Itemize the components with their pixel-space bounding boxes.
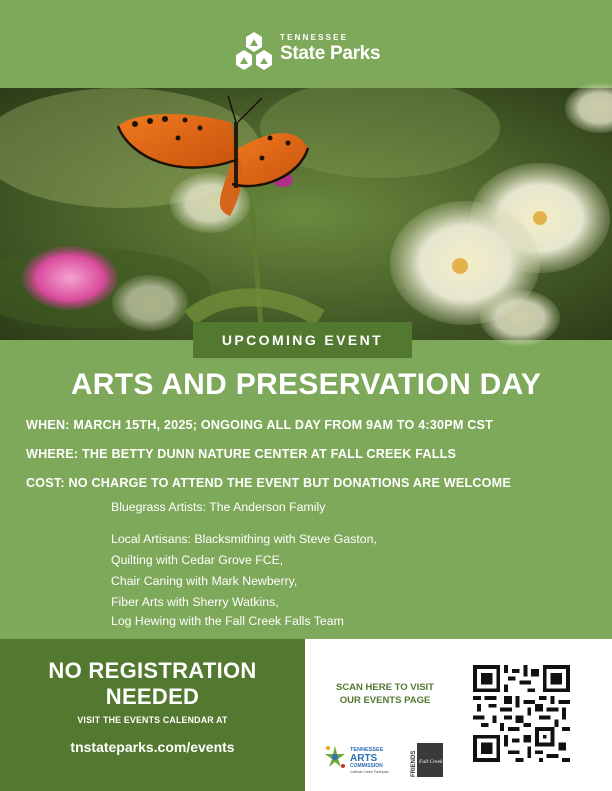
no-registration-line1: NO REGISTRATION: [48, 658, 257, 683]
artisan-line: Local Artisans: Blacksmithing with Steve Gaston,: [111, 532, 377, 546]
friends-script-text: Fall Creek Falls: [419, 759, 456, 765]
no-registration-heading: [0, 658, 305, 710]
bluegrass-artists: Bluegrass Artists: The Anderson Family: [111, 500, 326, 514]
tn-state-parks-logo: [232, 30, 382, 74]
scan-line1: SCAN HERE TO VISIT: [335, 682, 434, 693]
events-url-link[interactable]: tnstateparks.com/events: [70, 739, 235, 755]
artisan-line: Log Hewing with the Fall Creek Falls Team: [111, 614, 344, 628]
arts-logo-line2: ARTS: [350, 753, 378, 764]
artisan-line: Quilting with Cedar Grove FCE,: [111, 553, 284, 567]
badge-label: UPCOMING EVENT: [221, 332, 384, 348]
tennessee-arts-commission-logo: [323, 742, 413, 776]
event-when: WHEN: MARCH 15TH, 2025; ONGOING ALL DAY FROM 9AM TO 4:30PM CST: [26, 418, 494, 432]
artisan-line: Fiber Arts with Sherry Watkins,: [111, 595, 279, 609]
event-title: ARTS AND PRESERVATION DAY: [70, 368, 542, 401]
artisan-line: Chair Caning with Mark Newberry,: [111, 574, 298, 588]
scan-instructions: [305, 681, 465, 707]
friends-vertical-text: FRIENDS: [411, 750, 417, 777]
visit-calendar-text: VISIT THE EVENTS CALENDAR AT: [77, 715, 228, 725]
upcoming-event-badge: [193, 322, 412, 358]
scan-line2: OUR EVENTS PAGE: [339, 695, 431, 706]
logo-tennessee-text: TENNESSEE: [280, 33, 349, 42]
scan-panel: [305, 639, 612, 791]
event-where: WHERE: THE BETTY DUNN NATURE CENTER AT FALL CREEK FALLS: [26, 447, 457, 461]
events-qr-code[interactable]: [473, 665, 570, 762]
arts-logo-line3: COMMISSION: [350, 763, 383, 769]
state-parks-emblem-icon: [232, 30, 276, 74]
logo-state-parks-text: State Parks: [280, 43, 381, 64]
arts-logo-tagline: Cultivate Create Participate: [350, 770, 389, 774]
friends-fall-creek-falls-logo: [409, 741, 456, 779]
arts-star-icon: [325, 746, 345, 768]
event-cost: COST: NO CHARGE TO ATTEND THE EVENT BUT DONATIONS ARE WELCOME: [26, 476, 511, 490]
arts-logo-line1: TENNESSEE: [350, 747, 384, 753]
no-registration-line2: NEEDED: [105, 684, 200, 709]
butterfly-photo: [0, 88, 612, 340]
header-band: [0, 0, 612, 88]
